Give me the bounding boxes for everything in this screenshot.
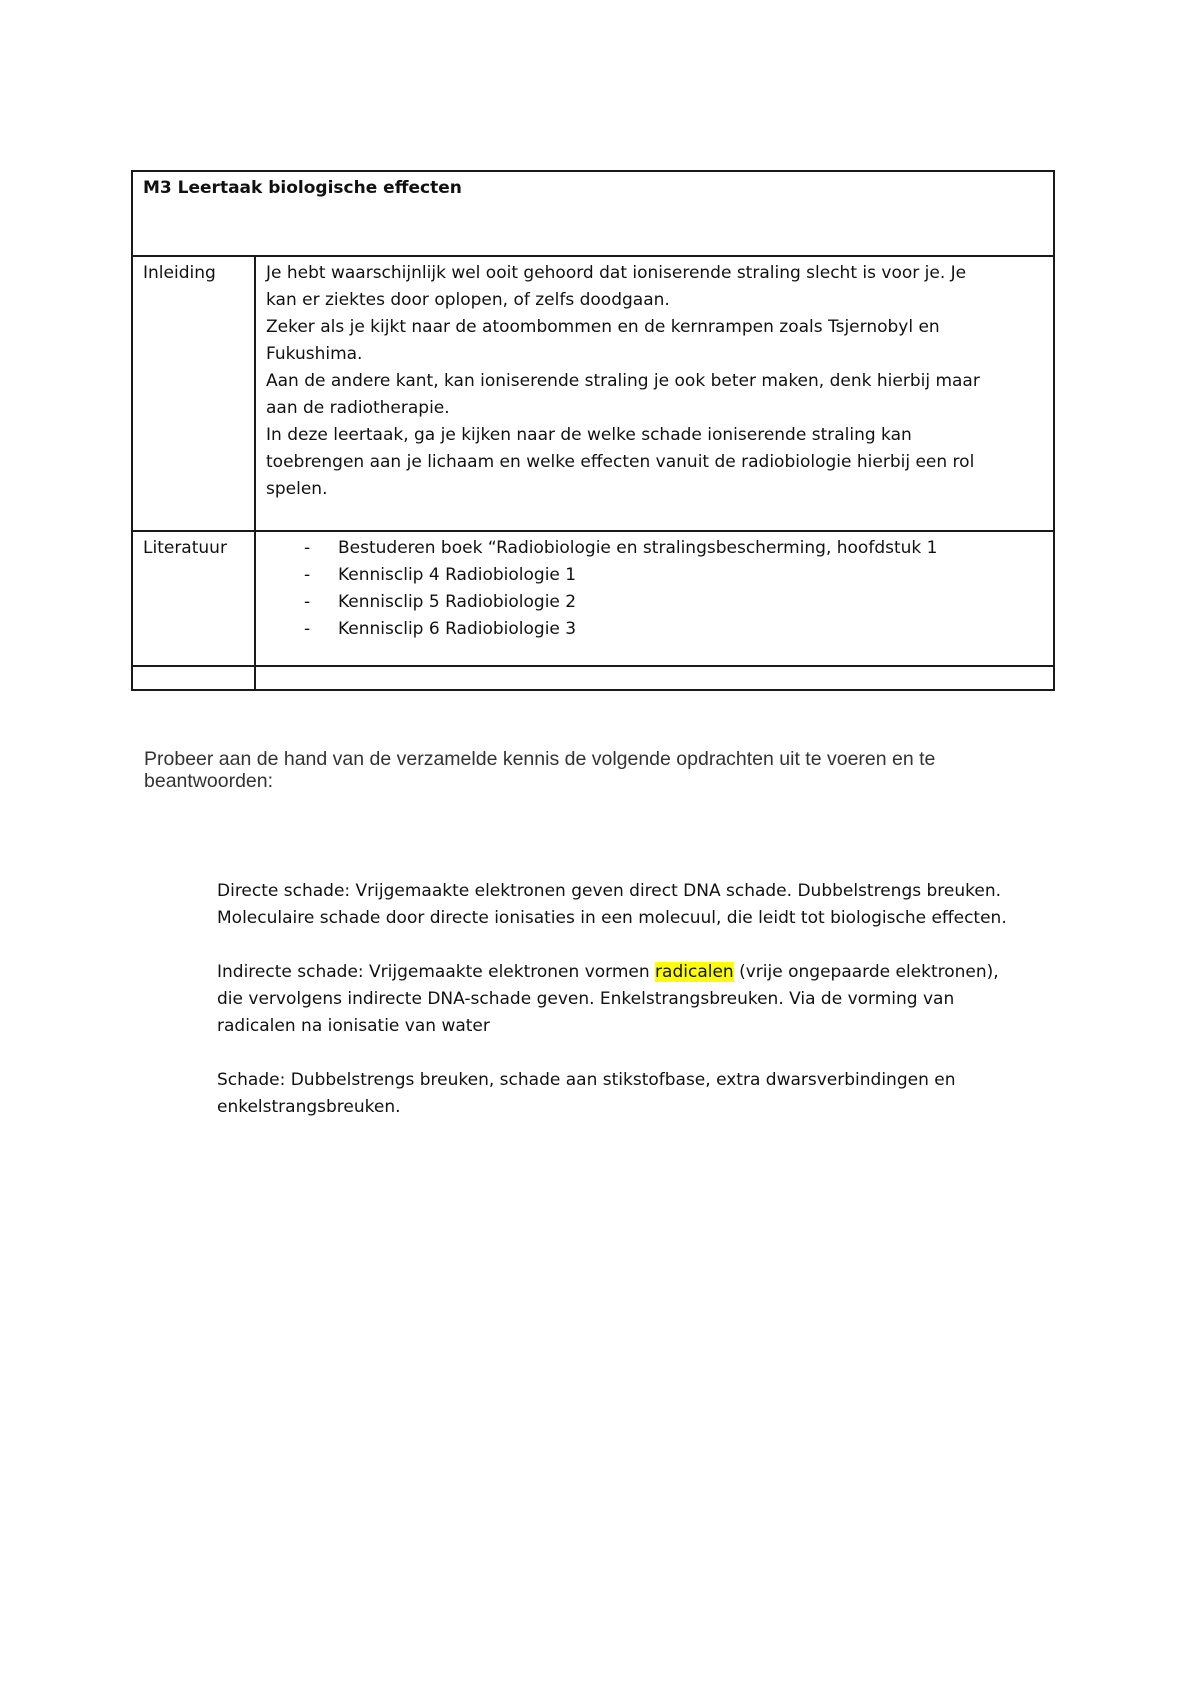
intro-line: Fukushima. (266, 344, 363, 364)
highlighted-term: radicalen (655, 962, 734, 982)
indirect-damage-paragraph (217, 959, 1097, 1040)
intro-line: Zeker als je kijkt naar de atoombommen en de kernrampen zoals Tsjernobyl en (266, 317, 940, 337)
list-item (304, 616, 1043, 643)
list-item (304, 589, 1043, 616)
empty-cell (255, 666, 1054, 690)
list-dash: - (304, 592, 311, 612)
intro-label-cell (132, 256, 255, 531)
list-item (304, 562, 1043, 589)
empty-cell (132, 666, 255, 690)
list-dash: - (304, 538, 311, 558)
answer-line: Schade: Dubbelstrengs breuken, schade aan stikstofbase, extra dwarsverbindingen en (217, 1070, 956, 1090)
table-title-cell (132, 171, 1054, 256)
intro-line: spelen. (266, 479, 328, 499)
answer-line: radicalen na ionisatie van water (217, 1016, 490, 1036)
literature-item: Bestuderen boek “Radiobiologie en stralingsbescherming, hoofdstuk 1 (338, 538, 938, 558)
intro-text-cell (255, 256, 1054, 531)
answer-text: Indirecte schade: Vrijgemaakte elektronen vormen (217, 962, 656, 982)
literature-label-cell (132, 531, 255, 666)
literature-item: Kennisclip 4 Radiobiologie 1 (338, 565, 577, 585)
table-intro-row (132, 256, 1054, 531)
table-literature-row (132, 531, 1054, 666)
intro-line: Je hebt waarschijnlijk wel ooit gehoord dat ioniserende straling slecht is voor je. Je (266, 263, 967, 283)
list-dash: - (304, 565, 311, 585)
answer-text: (vrije ongepaarde elektronen), (733, 962, 999, 982)
literature-label: Literatuur (143, 538, 227, 558)
instruction-text: Probeer aan de hand van de verzamelde kennis de volgende opdrachten uit te voeren en te beantwoorden: (144, 748, 936, 792)
answer-line: Moleculaire schade door directe ionisaties in een molecuul, die leidt tot biologische effecten. (217, 908, 1007, 928)
document-title: M3 Leertaak biologische effecten (143, 178, 462, 198)
table-empty-row (132, 666, 1054, 690)
table-title-row (132, 171, 1054, 256)
intro-line: Aan de andere kant, kan ioniserende straling je ook beter maken, denk hierbij maar (266, 371, 980, 391)
list-item (304, 535, 1043, 562)
intro-line: kan er ziektes door oplopen, of zelfs doodgaan. (266, 290, 670, 310)
literature-list-cell (255, 531, 1054, 666)
literature-item: Kennisclip 6 Radiobiologie 3 (338, 619, 577, 639)
intro-line: In deze leertaak, ga je kijken naar de welke schade ioniserende straling kan (266, 425, 912, 445)
list-dash: - (304, 619, 311, 639)
answers-section (217, 878, 1097, 1148)
literature-list (266, 535, 1043, 643)
answer-line: die vervolgens indirecte DNA-schade geven. Enkelstrangsbreuken. Via de vorming van (217, 989, 955, 1009)
intro-line: toebrengen aan je lichaam en welke effecten vanuit de radiobiologie hierbij een rol (266, 452, 975, 472)
intro-line: aan de radiotherapie. (266, 398, 450, 418)
assignment-table (131, 170, 1055, 691)
damage-summary-paragraph (217, 1067, 1097, 1121)
direct-damage-paragraph (217, 878, 1097, 932)
intro-label: Inleiding (143, 263, 216, 283)
answer-line (217, 959, 1097, 986)
answer-line: enkelstrangsbreuken. (217, 1097, 401, 1117)
literature-item: Kennisclip 5 Radiobiologie 2 (338, 592, 577, 612)
answer-line: Directe schade: Vrijgemaakte elektronen geven direct DNA schade. Dubbelstrengs breuken. (217, 881, 1002, 901)
